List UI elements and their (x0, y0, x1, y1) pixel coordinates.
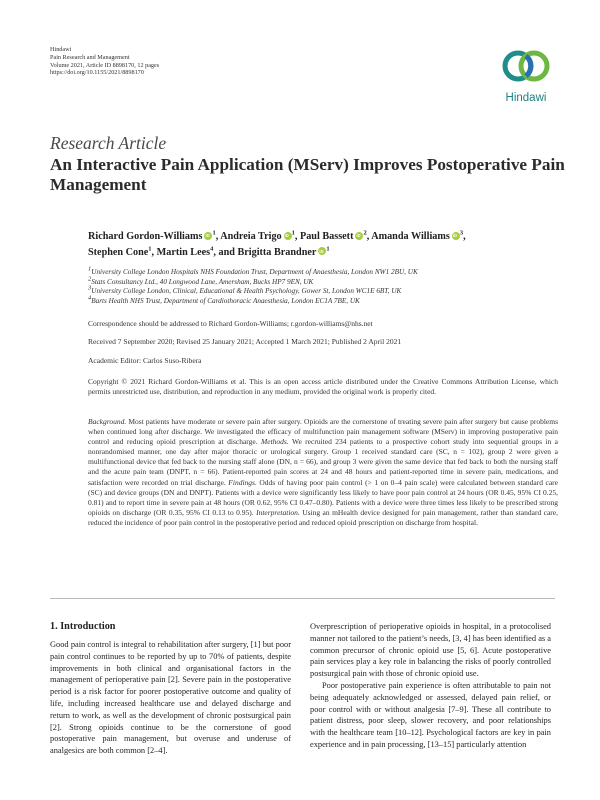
paragraph: Good pain control is integral to rehabilitation after surgery, [1] but poor pain control continues to be reported by up to 70% of patients, despite improvements in both clinical and organisational factors in the management of perioperative pain [2]. Severe pain in the postoperative period is a risk factor for poorer postoperative outcome and quality of life, including increased healthcare use and delayed discharge and return to work, as well as the development of chronic postsurgical pain [2]. Strong opioids continue to be the cornerstone of good postoperative pain management, but overuse and underuse of analgesics are both common [2–4]. (50, 640, 291, 756)
orcid-icon[interactable] (204, 232, 212, 240)
orcid-icon[interactable] (318, 247, 326, 255)
paragraph: Poor postoperative pain experience is often attributable to pain not being adequately acknowledged or assessed, delayed pain relief, or poor control with or without analgesia [7–9]. These all contribute to patient distress, poor sleep, slower recovery, and poor relationships with the healthcare team [10–12]. Psychological factors are key in pain experience and in pain processing, [13–15] particularly attention (310, 680, 551, 749)
copyright-notice: Copyright © 2021 Richard Gordon-Williams et al. This is an open access article distributed under the Creative Commons Attribution License, which permits unrestricted use, distribution, and reproduction in any medium, provided the original work is properly cited. (88, 377, 558, 397)
article-type: Research Article (50, 133, 167, 153)
article-dates: Received 7 September 2020; Revised 25 January 2021; Accepted 1 March 2021; Published 2 April 2021 (88, 337, 402, 346)
orcid-icon[interactable] (284, 232, 292, 240)
hindawi-logo-icon (497, 46, 555, 90)
abstract-label: Background. (88, 417, 127, 426)
author[interactable]: Paul BassettiD $^2$, (300, 231, 369, 242)
academic-editor: Academic Editor: Carlos Suso-Ribera (88, 356, 202, 365)
author[interactable]: Richard Gordon-WilliamsiD $^1$, (88, 231, 218, 242)
correspondence: Correspondence should be addressed to Richard Gordon-Williams; r.gordon-williams@nhs.net (88, 319, 373, 328)
affiliation: $^3$University College London, Clinical, Educational & Health Psychology, Gower St, London WC1E 6BT, UK (88, 284, 402, 295)
author[interactable]: Amanda WilliamsiD $^3$, (371, 231, 465, 242)
logo-text: Hindawi (505, 92, 547, 104)
body-column-left (50, 621, 291, 757)
journal-header (50, 46, 159, 77)
journal-name: Pain Research and Management (50, 53, 130, 61)
article-title: An Interactive Pain Application (MServ) Improves Postoperative Pain Management (50, 155, 565, 194)
hindawi-logo[interactable] (497, 46, 555, 108)
affiliation: $^4$Barts Health NHS Trust, Department of Cardiothoracic Anaesthesia, London EC1A 7BE, UK (88, 294, 360, 305)
section-divider (50, 598, 555, 599)
orcid-icon[interactable] (452, 232, 460, 240)
author[interactable]: and Brigitta BrandneriD $^1$ (218, 247, 329, 258)
doi-link[interactable]: https://doi.org/10.1155/2021/8898170 (50, 69, 144, 77)
author[interactable]: Martin Lees$^4$, (156, 245, 216, 258)
publisher-name: Hindawi (50, 46, 72, 53)
affiliations (88, 265, 558, 306)
author[interactable]: Andreia TrigoiD $^1$, (220, 231, 297, 242)
author-list (88, 229, 558, 260)
affiliation: $^2$Stats Consultancy Ltd., 40 Longwood Lane, Amersham, Bucks HP7 9EN, UK (88, 275, 314, 286)
abstract: Background. Most patients have moderate or severe pain after surgery. Opioids are the cornerstone of treating severe pain after surgery but cause problems when continued long after discharge. We investigated the efficacy of multifunction pain management software (MServ) in improving postoperative pain control and reducing opioid prescription at discharge. Methods. We recruited 234 patients to a prospective cohort study into sequential groups in a nonrandomised manner, one day after major thoracic or urological surgery. Group 1 received standard care (SC, n = 102), group 2 were given a multifunctional device that fed back to the nursing staff alone (DN, n = 66), and group 3 were given the same device that fed back to both the nursing staff and the acute pain team (DNPT, n = 66). Patient-reported pain scores at 24 and 48 hours and patient-reported time in severe pain, medications, and satisfaction were recorded on trial discharge. Findings. Odds of having poor pain control (> 1 on 0–4 pain scale) were calculated between standard care (SC) and device groups (DN and DNPT). Patients with a device were significantly less likely to have poor pain control at 24 hours (OR 0.45, 95% CI 0.25, 0.81) and to report time in severe pain at 48 hours (OR 0.62, 95% CI 0.47–0.80). Patients with a device were three times less likely to be prescribed strong opioids on discharge (OR 0.35, 95% CI 0.13 to 0.95). Interpretation. Using an mHealth device designed for pain management, rather than standard care, reduced the incidence of poor pain control in the postoperative period and reduced opioid prescription on discharge from hospital. (88, 417, 559, 527)
affiliation: $^1$University College London Hospitals NHS Foundation Trust, Department of Anaesthesia, London NW1 2BU, UK (88, 265, 418, 276)
paragraph: Overprescription of perioperative opioids in hospital, in a protocolised manner not tailored to the patient’s needs, [3, 4] has been identified as a common precursor of chronic opioid use [5, 6]. Acute postoperative pain services play a key role in balancing the risks of poorly controlled postsurgical pain with those of chronic opioid use. (310, 622, 551, 679)
author[interactable]: Stephen Cone$^1$, (88, 245, 155, 258)
body-column-right (310, 621, 551, 751)
volume-info: Volume 2021, Article ID 8898170, 12 pages (50, 61, 160, 69)
section-heading: 1. Introduction (50, 621, 116, 632)
